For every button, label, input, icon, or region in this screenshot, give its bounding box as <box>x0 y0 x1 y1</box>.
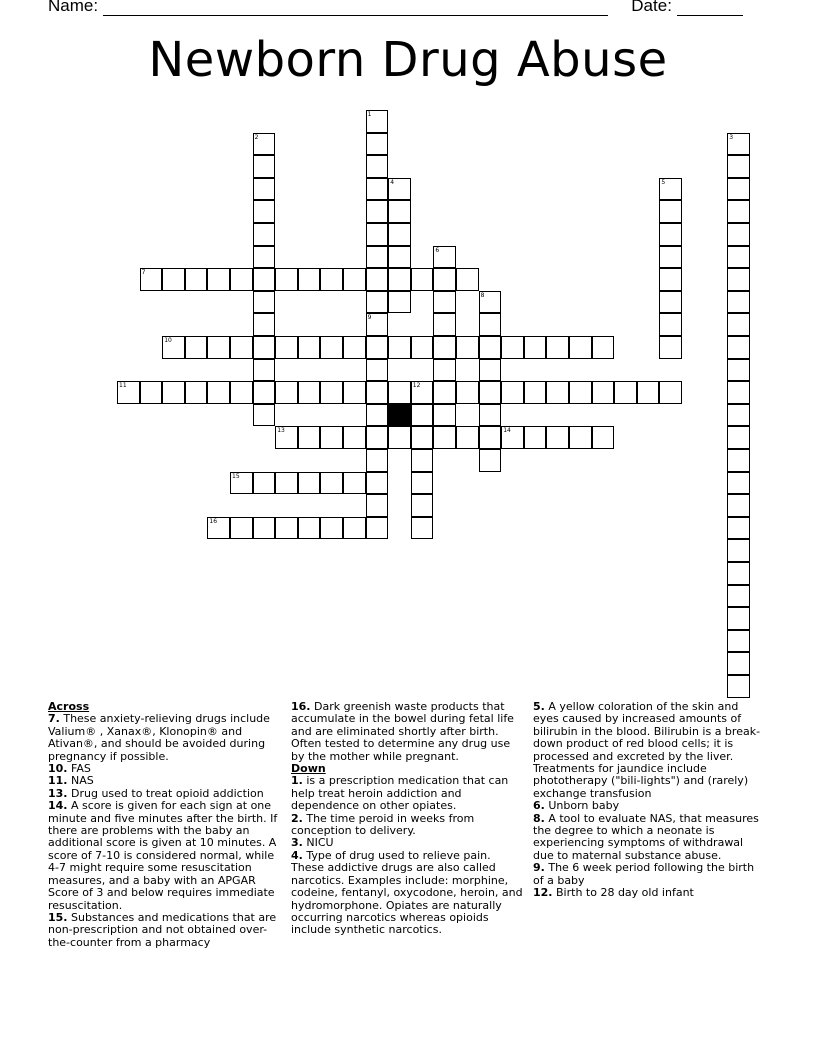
date-label: Date: <box>631 0 672 15</box>
clue-number-5: 5 <box>661 178 666 186</box>
black-square <box>388 404 411 427</box>
grid-cell[interactable] <box>524 426 547 449</box>
clue-down-6: 6. Unborn baby <box>533 799 620 813</box>
grid-cell[interactable] <box>298 268 321 291</box>
name-label: Name: <box>48 0 99 15</box>
grid-cell[interactable] <box>411 336 434 359</box>
grid-cell[interactable] <box>727 630 750 653</box>
grid-cell[interactable] <box>320 268 343 291</box>
grid-cell[interactable] <box>727 539 750 562</box>
grid-cell[interactable] <box>659 246 682 269</box>
grid-cell[interactable] <box>298 472 321 495</box>
grid-cell[interactable] <box>298 426 321 449</box>
grid-cell[interactable] <box>659 223 682 246</box>
grid-cell[interactable] <box>253 381 276 404</box>
grid-cell[interactable] <box>366 223 389 246</box>
grid-cell[interactable] <box>366 517 389 540</box>
grid-cell[interactable] <box>388 381 411 404</box>
grid-cell[interactable] <box>727 675 750 698</box>
grid-cell[interactable] <box>546 426 569 449</box>
grid-cell[interactable] <box>479 381 502 404</box>
grid-cell[interactable] <box>320 472 343 495</box>
grid-cell[interactable] <box>185 381 208 404</box>
grid-cell[interactable] <box>366 336 389 359</box>
grid-cell[interactable] <box>411 472 434 495</box>
grid-cell[interactable] <box>727 472 750 495</box>
grid-cell[interactable] <box>162 381 185 404</box>
grid-cell[interactable] <box>546 381 569 404</box>
clue-across-14: 14. A score is given for each sign at one minute and five minutes after the birth. If there are problems with the baby an additional score is given at 10 minutes. A score of 7-10 is considered normal, while 4-7 might require some resuscitation measures, and a baby with an APGAR Score of 3 and below requires immediate resuscitation. <box>48 799 278 912</box>
grid-cell[interactable] <box>253 268 276 291</box>
grid-cell[interactable] <box>343 336 366 359</box>
grid-cell[interactable] <box>727 517 750 540</box>
clues-column-1 <box>48 701 282 949</box>
grid-cell[interactable] <box>207 381 230 404</box>
grid-cell[interactable] <box>253 517 276 540</box>
grid-cell[interactable] <box>298 336 321 359</box>
grid-cell[interactable] <box>727 359 750 382</box>
grid-cell[interactable] <box>320 336 343 359</box>
across-heading: Across <box>48 700 90 713</box>
grid-cell[interactable] <box>253 200 276 223</box>
grid-cell[interactable] <box>479 449 502 472</box>
grid-cell[interactable] <box>388 426 411 449</box>
clue-across-7: 7. These anxiety-relieving drugs include Valium® , Xanax®, Klonopin® and Ativan®, and should be avoided during pregnancy if possible. <box>48 712 270 763</box>
clue-number-6: 6 <box>435 246 440 254</box>
clue-across-13: 13. Drug used to treat opioid addiction <box>48 786 264 800</box>
grid-cell[interactable] <box>320 517 343 540</box>
grid-cell[interactable] <box>727 313 750 336</box>
grid-cell[interactable] <box>727 268 750 291</box>
grid-cell[interactable] <box>366 494 389 517</box>
grid-cell[interactable] <box>727 652 750 675</box>
grid-cell[interactable] <box>727 336 750 359</box>
grid-cell[interactable] <box>727 155 750 178</box>
grid-cell[interactable] <box>366 359 389 382</box>
grid-cell[interactable] <box>592 426 615 449</box>
grid-cell[interactable] <box>162 268 185 291</box>
grid-cell[interactable] <box>253 155 276 178</box>
grid-cell[interactable] <box>275 336 298 359</box>
clue-down-5: 5. A yellow coloration of the skin and eyes caused by increased amounts of bilirubin in the blood. Bilirubin is a break-down product of red blood cells; it is processed and excreted by the liver. Treatments for jaundice include phototherapy ("bili-lights") and (rarely) exchange transfusion <box>533 700 761 800</box>
grid-cell[interactable] <box>343 268 366 291</box>
clue-number-16: 16 <box>209 517 218 525</box>
clue-across-11: 11. NAS <box>48 774 94 788</box>
clue-across-15: 15. Substances and medications that are non-prescription and not obtained over-the-counter from a pharmacy <box>48 910 277 949</box>
grid-cell[interactable] <box>253 336 276 359</box>
grid-cell[interactable] <box>230 381 253 404</box>
grid-cell[interactable] <box>388 291 411 314</box>
grid-cell[interactable] <box>366 178 389 201</box>
grid-cell[interactable] <box>433 404 456 427</box>
clue-number-12: 12 <box>412 382 421 390</box>
clue-number-3: 3 <box>729 133 734 141</box>
grid-cell[interactable] <box>388 200 411 223</box>
grid-cell[interactable] <box>569 336 592 359</box>
grid-cell[interactable] <box>320 381 343 404</box>
clue-down-4: 4. Type of drug used to relieve pain. These addictive drugs are also called narcotics. Examples include: morphine, codeine, fentanyl, oxycodone, heroin, and hydromorphone. Opiates are naturally occurring narcotics whereas opioids include synthetic narcotics. <box>291 848 523 937</box>
grid-cell[interactable] <box>411 404 434 427</box>
grid-cell[interactable] <box>185 268 208 291</box>
grid-cell[interactable] <box>366 291 389 314</box>
grid-cell[interactable] <box>727 381 750 404</box>
clue-down-3: 3. NICU <box>291 836 334 850</box>
clue-number-13: 13 <box>277 427 285 435</box>
grid-cell[interactable] <box>253 178 276 201</box>
clue-down-1: 1. is a prescription medication that can help treat heroin addiction and dependence on other opiates. <box>291 774 509 813</box>
grid-cell[interactable] <box>140 381 163 404</box>
clue-number-10: 10 <box>164 337 172 344</box>
grid-cell[interactable] <box>569 426 592 449</box>
clue-number-4: 4 <box>390 178 395 186</box>
grid-cell[interactable] <box>343 426 366 449</box>
grid-cell[interactable] <box>411 268 434 291</box>
grid-cell[interactable] <box>727 404 750 427</box>
grid-cell[interactable] <box>366 155 389 178</box>
grid-cell[interactable] <box>727 291 750 314</box>
grid-cell[interactable] <box>727 200 750 223</box>
grid-cell[interactable] <box>433 313 456 336</box>
grid-cell[interactable] <box>343 517 366 540</box>
clue-down-12: 12. Birth to 28 day old infant <box>533 886 694 900</box>
grid-cell[interactable] <box>456 268 479 291</box>
grid-cell[interactable] <box>433 268 456 291</box>
grid-cell[interactable] <box>388 223 411 246</box>
grid-cell[interactable] <box>614 381 637 404</box>
grid-cell[interactable] <box>275 268 298 291</box>
grid-cell[interactable] <box>253 472 276 495</box>
grid-cell[interactable] <box>343 472 366 495</box>
down-heading: Down <box>291 762 326 776</box>
clue-number-2: 2 <box>254 133 259 141</box>
grid-cell[interactable] <box>659 336 682 359</box>
grid-cell[interactable] <box>366 472 389 495</box>
grid-cell[interactable] <box>456 426 479 449</box>
grid-cell[interactable] <box>479 359 502 382</box>
grid-cell[interactable] <box>727 585 750 608</box>
grid-cell[interactable] <box>230 336 253 359</box>
grid-cell[interactable] <box>433 381 456 404</box>
clue-down-8: 8. A tool to evaluate NAS, that measures the degree to which a neonate is experiencing symptoms of withdrawal due to maternal substance abuse. <box>533 811 759 862</box>
grid-cell[interactable] <box>433 336 456 359</box>
grid-cell[interactable] <box>388 336 411 359</box>
grid-cell[interactable] <box>727 178 750 201</box>
grid-cell[interactable] <box>479 336 502 359</box>
grid-cell[interactable] <box>501 336 524 359</box>
grid-cell[interactable] <box>230 517 253 540</box>
grid-cell[interactable] <box>253 313 276 336</box>
clue-across-10: 10. FAS <box>48 762 91 776</box>
grid-cell[interactable] <box>388 268 411 291</box>
grid-cell[interactable] <box>524 336 547 359</box>
clue-down-2: 2. The time peroid in weeks from conception to delivery. <box>291 811 475 838</box>
grid-cell[interactable] <box>592 336 615 359</box>
clue-number-11: 11 <box>119 382 127 390</box>
grid-cell[interactable] <box>727 246 750 269</box>
clue-across-16: 16. Dark greenish waste products that accumulate in the bowel during fetal life and are eliminated shortly after birth. Often tested to determine any drug use by the mother while pregnant. <box>291 700 514 763</box>
grid-cell[interactable] <box>659 200 682 223</box>
clue-number-9: 9 <box>367 314 372 322</box>
grid-cell[interactable] <box>727 562 750 585</box>
grid-cell[interactable] <box>230 268 253 291</box>
grid-cell[interactable] <box>320 426 343 449</box>
grid-cell[interactable] <box>456 336 479 359</box>
grid-cell[interactable] <box>479 426 502 449</box>
grid-cell[interactable] <box>275 472 298 495</box>
grid-cell[interactable] <box>727 494 750 517</box>
grid-cell[interactable] <box>659 381 682 404</box>
grid-cell[interactable] <box>366 133 389 156</box>
clues-column-2 <box>291 701 525 937</box>
grid-cell[interactable] <box>433 426 456 449</box>
grid-cell[interactable] <box>479 313 502 336</box>
grid-cell[interactable] <box>411 494 434 517</box>
grid-cell[interactable] <box>253 223 276 246</box>
grid-cell[interactable] <box>456 381 479 404</box>
grid-cell[interactable] <box>253 404 276 427</box>
clue-number-8: 8 <box>480 291 485 299</box>
grid-cell[interactable] <box>524 381 547 404</box>
clue-number-15: 15 <box>232 472 240 480</box>
grid-cell[interactable] <box>366 268 389 291</box>
grid-cell[interactable] <box>411 426 434 449</box>
grid-cell[interactable] <box>659 313 682 336</box>
grid-cell[interactable] <box>343 381 366 404</box>
grid-cell[interactable] <box>298 517 321 540</box>
grid-cell[interactable] <box>727 426 750 449</box>
grid-cell[interactable] <box>366 404 389 427</box>
clue-number-14: 14 <box>503 427 511 435</box>
grid-cell[interactable] <box>433 291 456 314</box>
grid-cell[interactable] <box>388 246 411 269</box>
grid-cell[interactable] <box>253 291 276 314</box>
grid-cell[interactable] <box>366 246 389 269</box>
grid-cell[interactable] <box>207 336 230 359</box>
grid-cell[interactable] <box>366 426 389 449</box>
grid-cell[interactable] <box>411 517 434 540</box>
grid-cell[interactable] <box>433 359 456 382</box>
clue-number-7: 7 <box>141 269 146 277</box>
puzzle-title: Newborn Drug Abuse <box>148 32 668 88</box>
grid-cell[interactable] <box>479 404 502 427</box>
grid-cell[interactable] <box>727 607 750 630</box>
grid-cell[interactable] <box>569 381 592 404</box>
grid-cell[interactable] <box>727 449 750 472</box>
grid-cell[interactable] <box>592 381 615 404</box>
grid-cell[interactable] <box>501 381 524 404</box>
clue-number-1: 1 <box>367 111 372 118</box>
grid-cell[interactable] <box>253 359 276 382</box>
grid-cell[interactable] <box>637 381 660 404</box>
grid-cell[interactable] <box>411 449 434 472</box>
grid-cell[interactable] <box>727 223 750 246</box>
grid-cell[interactable] <box>298 381 321 404</box>
grid-cell[interactable] <box>207 268 230 291</box>
grid-cell[interactable] <box>659 291 682 314</box>
grid-cell[interactable] <box>546 336 569 359</box>
grid-cell[interactable] <box>366 381 389 404</box>
grid-cell[interactable] <box>659 268 682 291</box>
grid-cell[interactable] <box>275 517 298 540</box>
grid-cell[interactable] <box>185 336 208 359</box>
clue-down-9: 9. The 6 week period following the birth of a baby <box>533 861 755 887</box>
grid-cell[interactable] <box>253 246 276 269</box>
grid-cell[interactable] <box>366 449 389 472</box>
grid-cell[interactable] <box>366 200 389 223</box>
grid-cell[interactable] <box>275 381 298 404</box>
clues-column-3 <box>533 701 767 900</box>
